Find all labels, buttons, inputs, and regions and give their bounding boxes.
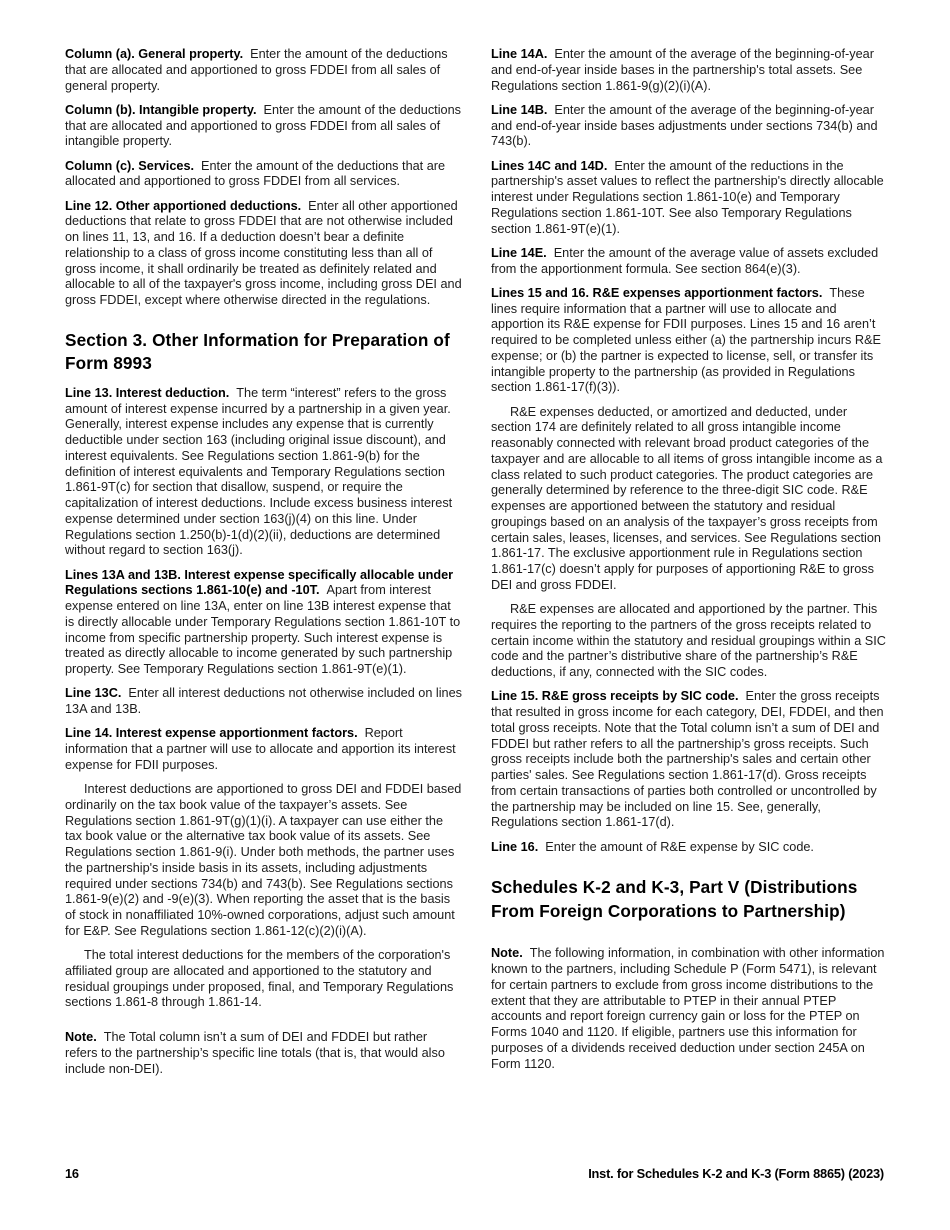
footer-title: Inst. for Schedules K-2 and K-3 (Form 8865) (2023): [588, 1166, 884, 1181]
paragraph-lead: Lines 13A and 13B. Interest expense specifically allocable under Regulations sections 1.861-10(e) and -10T.: [65, 567, 454, 598]
paragraph-line-16: [491, 840, 889, 856]
note-lead: Note.: [65, 1030, 97, 1044]
paragraph-text: Enter the amount of the average of the beginning-of-year and end-of-year inside bases in the partnership's total assets. See Regulations section 1.861-9(g)(2)(i)(A).: [491, 47, 874, 93]
note-paragraph-right: [491, 946, 889, 1072]
paragraph-line-14a: [491, 47, 889, 94]
paragraph-text: The Total column isn’t a sum of DEI and FDDEI but rather refers to the partnership’s specific line totals (that is, that would also include non-DEI).: [65, 1030, 445, 1076]
paragraph-line-13c: [65, 686, 463, 718]
paragraph-text: Enter all other apportioned deductions that relate to gross FDDEI that are not otherwise included on lines 11, 13, and 16. If a deduction doesn’t bear a definite relationship to a class of gross income constituting less than all of gross income, it shall ordinarily be treated as definitely related and allocable to all of the taxpayer's gross income, including gross DEI and gross FDDEI, except where otherwise directed in the regulations.: [65, 198, 462, 307]
paragraph-text: Apart from interest expense entered on line 13A, enter on line 13B interest expense that is directly allocable under Temporary Regulations section 1.861-10T to income from specific partnership property. Such interest expense is treated as directly allocable to income generated by such partnership property. See Temporary Regulations section 1.861-9T(e)(1).: [65, 583, 461, 676]
paragraph-lead: Line 14. Interest expense apportionment factors.: [65, 726, 358, 741]
paragraph-re-deducted: [491, 405, 889, 594]
paragraph-lead: Line 12. Other apportioned deductions.: [65, 198, 302, 213]
paragraph-text: These lines require information that a partner will use to allocate and apportion its R&E expense for FDII purposes. Lines 15 and 16 aren’t required to be completed unless either (a) the partnership incurs R&E expense; or (b) the partner is expected to license, sell, or transfer its intangible property to the partnership (as provided in Regulations section 1.861-17(f)(3)).: [491, 285, 881, 395]
paragraph-text: The following information, in combination with other information known to the partners, including Schedule P (Form 5471), is relevant for certain partners to exclude from gross income distributions to the extent that they are attributable to PTEP in their annual PTEP accounts and report foreign currency gain or loss for the PTEP on Forms 1040 and 1120. If eligible, partners use this information for purposes of a dividends received deduction under section 245A on Form 1120.: [491, 946, 885, 1071]
page-footer: [65, 1166, 884, 1181]
paragraph-total-interest: [65, 948, 463, 1011]
schedules-k2-k3-part-v-heading: Schedules K-2 and K-3, Part V (Distributions From Foreign Corporations to Partnership): [491, 877, 858, 921]
paragraph-line-15: [491, 689, 889, 831]
paragraph-lead: Line 13C.: [65, 686, 122, 701]
section-3-heading: Section 3. Other Information for Preparation of Form 8993: [65, 329, 450, 374]
paragraph-lines-15-16: [491, 286, 889, 396]
paragraph-interest-apportionment: [65, 782, 463, 940]
paragraph-lead: Column (c). Services.: [65, 158, 195, 173]
two-column-layout: [65, 47, 884, 1086]
page-number: 16: [65, 1166, 79, 1181]
paragraph-line-14: [65, 726, 463, 773]
paragraph-line-13: [65, 386, 463, 559]
right-column: [491, 47, 889, 1086]
paragraph-line-14b: [491, 103, 889, 150]
paragraph-lead: Line 16.: [491, 839, 539, 854]
paragraph-lead: Lines 15 and 16. R&E expenses apportionment factors.: [491, 285, 823, 300]
paragraph-lead: Line 15. R&E gross receipts by SIC code.: [491, 689, 739, 704]
paragraph-text: Enter the amount of the reductions in the partnership's asset values to reflect the partnership's directly allocable interest under Regulations section 1.861-10(e) and Temporary Regulations section 1.861-10T. See also Temporary Regulations section 1.861-9T(e)(1).: [491, 158, 884, 236]
paragraph-text: Interest deductions are apportioned to gross DEI and FDDEI based ordinarily on the tax book value of the taxpayer’s assets. See Regulations section 1.861-9T(g)(1)(i). A taxpayer can use either the tax book value or the alternative tax book value of its assets. See Regulations section 1.861-9(i). Under both methods, the partner uses the partnership's inside basis in its assets, including adjustments required under sections 734(b) and 743(b). See Regulations sections 1.861-9(e)(2) and -9(e)(3). When reporting the asset that is the basis of stock in nonaffiliated 10%-owned corporations, adjust such amount for E&P. See Regulations section 1.861-12(c)(2)(i)(A).: [65, 782, 462, 938]
paragraph-lead: Line 14A.: [491, 47, 548, 61]
paragraph-column-c: [65, 159, 463, 191]
paragraph-text: The term “interest” refers to the gross amount of interest expense incurred by a partnership in a given year. Generally, interest expense includes any expense that is currently deductible under section 163 (including original issue discount), and interest equivalents. See Regulations section 1.861-9(b) for the definition of interest equivalents and Temporary Regulations section 1.861-9T(c) for section that disallow, suspend, or require the capitalization of interest deductions. Include excess business interest expense determined under section 163(j)(4) on this line. Under Regulations section 1.250(b)-1(d)(2)(ii), deductions are determined without regard to section 163(j).: [65, 385, 453, 558]
note-paragraph-left: [65, 1030, 463, 1077]
paragraph-text: Enter the amount of the deductions that are allocated and apportioned to gross FDDEI from all services.: [65, 158, 446, 189]
paragraph-lead: Lines 14C and 14D.: [491, 158, 608, 173]
left-column: [65, 47, 463, 1086]
paragraph-text: Enter the amount of the average of the beginning-of-year and end-of-year inside bases adjustments under sections 734(b) and 743(b).: [491, 102, 878, 149]
paragraph-lines-14c-14d: [491, 159, 889, 238]
paragraph-lead: Line 14E.: [491, 245, 547, 260]
paragraph-text: R&E expenses are allocated and apportioned by the partner. This requires the reporting to the partners of the gross receipts related to certain income within the statutory and residual groupings within a SIC code and the partner’s distributive share of the partnership’s R&E deductions, if any, connected with the SIC codes.: [491, 602, 886, 679]
paragraph-re-allocated: [491, 602, 889, 681]
paragraph-lead: Column (a). General property.: [65, 47, 244, 61]
paragraph-line-12: [65, 199, 463, 309]
paragraph-text: Report information that a partner will use to allocate and apportion its interest expense for FDII purposes.: [65, 726, 456, 772]
paragraph-text: The total interest deductions for the members of the corporation's affiliated group are allocated and apportioned to the statutory and residual groupings under proposed, final, and Temporary Regulations sections 1.861-8 through 1.861-14.: [65, 948, 454, 1010]
paragraph-text: Enter the amount of the average value of assets excluded from the apportionment formula. See section 864(e)(3).: [491, 245, 879, 276]
paragraph-lead: Line 13. Interest deduction.: [65, 385, 230, 400]
note-lead: Note.: [491, 946, 523, 961]
paragraph-lead: Line 14B.: [491, 102, 548, 117]
paragraph-lines-13a-13b: [65, 568, 463, 678]
paragraph-text: R&E expenses deducted, or amortized and deducted, under section 174 are definitely related to all gross intangible income reasonably connected with relevant broad product categories of the taxpayer and are allocable to all items of gross intangible income as a class related to such product categories. The product categories are generally determined by reference to the three-digit SIC code. R&E expenses are apportioned between the statutory and residual groupings based on an analysis of the taxpayer’s gross receipts from certain sales, leases, licenses, and services. See Regulations section 1.861-17. The exclusive apportionment rule in Regulations section 1.861-17(c) doesn’t apply for purposes of apportioning R&E to gross DEI and gross FDDEI.: [491, 404, 883, 592]
paragraph-line-14e: [491, 246, 889, 278]
paragraph-lead: Column (b). Intangible property.: [65, 102, 257, 117]
paragraph-text: Enter all interest deductions not otherwise included on lines 13A and 13B.: [65, 686, 463, 716]
paragraph-text: Enter the amount of the deductions that are allocated and apportioned to gross FDDEI from all sales of general property.: [65, 47, 448, 93]
paragraph-text: Enter the amount of the deductions that are allocated and apportioned to gross FDDEI from all sales of intangible property.: [65, 102, 461, 149]
paragraph-column-b: [65, 103, 463, 150]
paragraph-text: Enter the gross receipts that resulted in gross income for each category, DEI, FDDEI, and then total gross receipts. Note that the Total column isn’t a sum of DEI and FDDEI but rather refers to all the partnership’s gross receipts. Such gross receipts include both the partnership's sales and certain other parties' sales. See Regulations section 1.861-17(d). Gross receipts from certain transactions of parties both controlled or uncontrolled by the partnership may be included on line 15. See, generally, Regulations section 1.861-17(d).: [491, 689, 884, 830]
paragraph-column-a: [65, 47, 463, 94]
paragraph-text: Enter the amount of R&E expense by SIC code.: [545, 839, 814, 854]
